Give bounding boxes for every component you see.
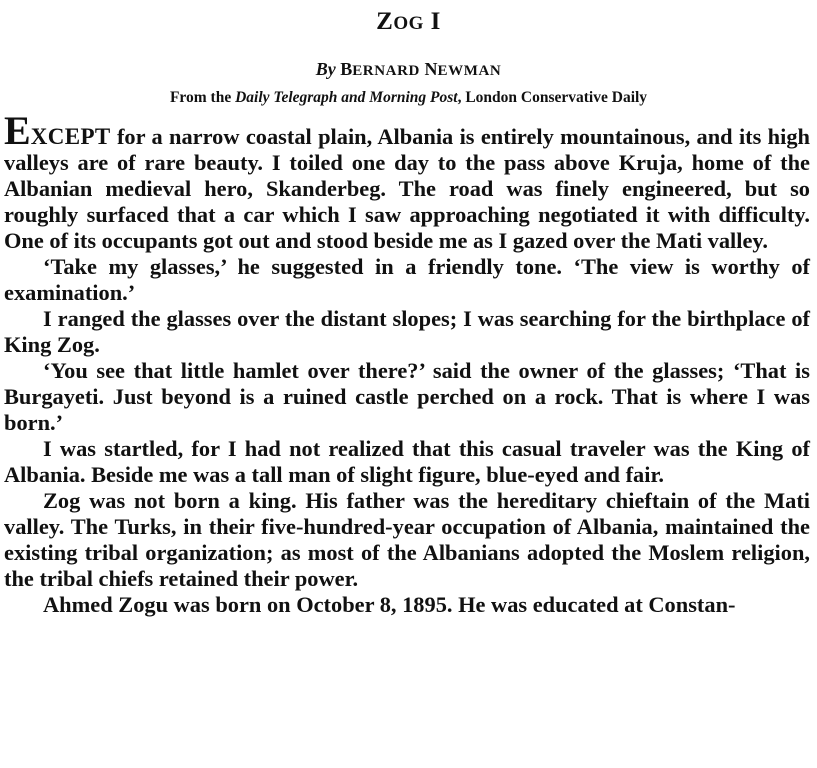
paragraph-4: ‘You see that little hamlet over there?’ said the owner of the glasses; ‘That is Burgayeti. Just beyond is a ruined castle perched on a rock. That is where I was born.’ [4,358,810,435]
source-prefix: From the [169,89,236,106]
source-line [0,87,817,109]
author-first-initial: B [340,59,353,79]
byline-prefix: By [315,59,341,79]
paragraph-6: Zog was not born a king. His father was the hereditary chieftain of the Mati valley. The Turks, in their five-hundred-year occupation of Albania, maintained the existing tribal organization; as most of the Albanians adopted the Moslem religion, the tribal chiefs retained their power. [4,488,810,591]
paragraph-5: I was startled, for I had not realized that this casual traveler was the King of Albania. Beside me was a tall man of slight figure, blue-eyed and fair. [4,436,810,487]
author-last-rest: EWMAN [437,63,502,79]
paragraph-2: ‘Take my glasses,’ he suggested in a friendly tone. ‘The view is worthy of examination.’ [4,254,810,305]
drop-cap: E [4,108,31,153]
title-rest: OG [393,13,424,34]
opening-smallcaps: XCEPT [30,124,111,149]
paragraph-1 [4,108,810,254]
source-suffix: , London Conservative Daily [457,89,648,106]
paragraph-3: I ranged the glasses over the distant slopes; I was searching for the birthplace of King Zog. [4,306,810,357]
byline [0,57,817,83]
article-body [4,108,810,618]
author-last-initial: N [424,59,438,79]
title-initial: Z [376,8,394,35]
author-first-rest: ERNARD [352,63,420,79]
paragraph-1-text: for a narrow coastal plain, Albania is entirely mountainous, and its high valleys are of rare beauty. I toiled one day to the pass above Kruja, home of the Albanian medieval hero, Skanderbeg. The road was finely engineered, but so roughly surfaced that a car which I saw approaching negotiated it with difficulty. One of its occupants got out and stood beside me as I gazed over the Mati valley. [4,124,810,253]
source-publication: Daily Telegraph and Morning Post [235,89,458,106]
article-title [0,7,817,39]
paragraph-7: Ahmed Zogu was born on October 8, 1895. He was educated at Constan- [43,592,736,617]
title-numeral: I [423,8,441,35]
